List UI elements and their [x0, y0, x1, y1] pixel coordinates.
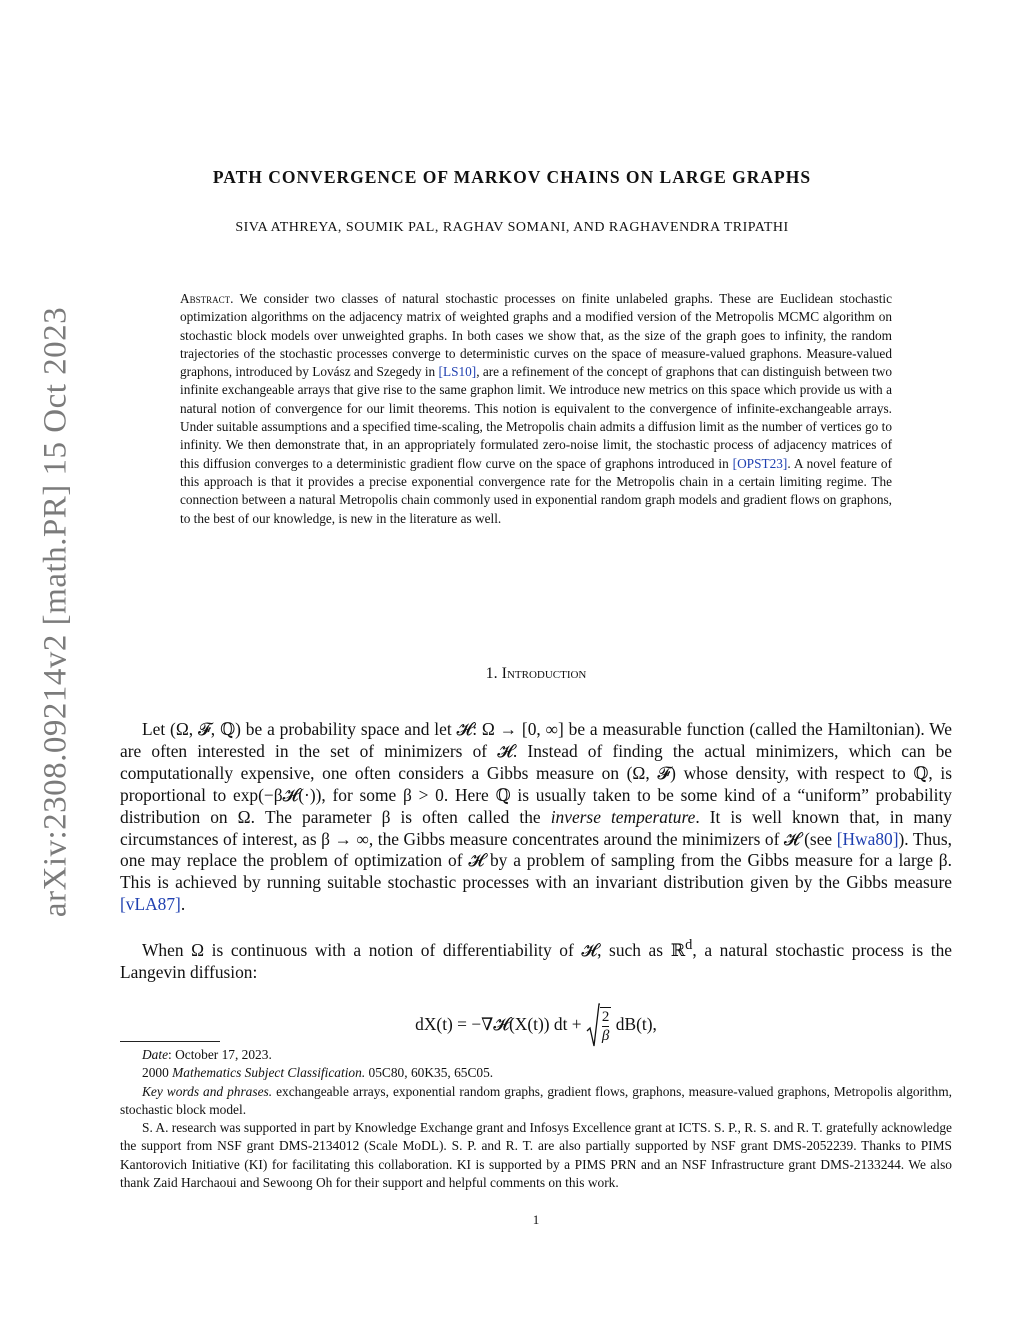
date-value: : October 17, 2023. — [168, 1047, 272, 1062]
footnote-msc — [120, 1064, 952, 1082]
equation-rhs: dB(t), — [615, 1014, 657, 1034]
msc-label: Mathematics Subject Classification. — [172, 1065, 366, 1081]
intro-p2-text-b: , a natural stochastic process is the Langevin diffusion: — [120, 939, 952, 982]
date-label: Date — [142, 1047, 169, 1062]
author-list: SIVA ATHREYA, SOUMIK PAL, RAGHAV SOMANI, AND RAGHAVENDRA TRIPATHI — [235, 220, 789, 235]
intro-paragraph-1 — [120, 719, 952, 916]
abstract-text-part-1: We consider two classes of natural stochastic processes on finite unlabeled graphs. These are Euclidean stochastic optimization algorithms on the adjacency matrix of weighted graphs and a modified version of the Metropolis MCMC algorithm on stochastic block models over unweighted graphs. In both cases we show that, as the size of the graph goes to infinity, the random trajectories of the stochastic processes converge to deterministic curves on the space of measure-valued graphons. Measure-valued graphons, introduced by Lovász and Szegedy in — [180, 291, 892, 380]
footnote-divider — [120, 1041, 220, 1042]
equation-lhs: dX(t) = −∇𝓗(X(t)) dt + — [415, 1014, 582, 1034]
section-number: 1. — [485, 665, 498, 682]
keywords-label: Key words and phrases. — [142, 1083, 273, 1099]
equation-sqrt — [586, 1003, 612, 1049]
intro-p2-superscript: d — [685, 937, 693, 953]
arxiv-identifier-stamp: arXiv:2308.09214v2 [math.PR] 15 Oct 2023 — [37, 306, 74, 918]
equation-fraction — [600, 1007, 612, 1045]
citation-link-ls10[interactable]: [LS10] — [438, 364, 477, 380]
section-heading-introduction — [0, 665, 1024, 683]
footnote-keywords — [120, 1083, 952, 1120]
intro-p1-text-b: . It is well known that, in many circumstances of interest, as β → ∞, the Gibbs measure concentrates around the minimizers of 𝓗 (see — [120, 806, 952, 849]
citation-link-vla87[interactable]: [vLA87] — [120, 894, 181, 915]
intro-p1-emphasis: inverse temperature — [550, 806, 696, 827]
fraction-denominator: β — [601, 1028, 610, 1044]
footnote-funding: S. A. research was supported in part by Knowledge Exchange grant and Infosys Excellence grant at ICTS. S. P., R. S. and R. T. gratefully acknowledge the support from NSF grant DMS-2134012 (Scale MoDL). S. P. and R. T. are also partially supported by NSF grant DMS-2052239. Thanks to PIMS Kantorovich Initiative (KI) for facilitating this collaboration. KI is supported by a PIMS PRN and an NSF Infrastructure grant DMS-2133244. We also thank Zaid Harchaoui and Sewoong Oh for their support and helpful comments on this work. — [120, 1120, 952, 1191]
abstract-label: Abstract. — [180, 291, 234, 306]
section-title: Introduction — [501, 665, 587, 682]
intro-p1-text-c: ). Thus, one may replace the problem of optimization of 𝓗 by a problem of sampling from the Gibbs measure for a large β. This is achieved by running suitable stochastic processes with an invariant distribution given by the Gibbs measure — [120, 828, 952, 893]
msc-value: 05C80, 60K35, 65C05. — [368, 1065, 494, 1081]
intro-p1-text-a: Let (Ω, 𝓕, ℚ) be a probability space and let 𝓗: Ω → [0, ∞] be a measurable function (called the Hamiltonian). We are often interested in the set of minimizers of 𝓗. Instead of finding the actual minimizers, which can be computationally expensive, one often considers a Gibbs measure on (Ω, 𝓕) whose density, with respect to ℚ, is proportional to exp(−β𝓗(·)), for some β > 0. Here ℚ is usually taken to be some kind of a “uniform” probability distribution on Ω. The parameter β is often called the — [120, 719, 952, 827]
intro-p1-text-d: . — [180, 894, 186, 915]
intro-paragraph-2 — [120, 935, 952, 984]
citation-link-opst23[interactable]: [OPST23] — [732, 455, 788, 471]
abstract-text-part-3: . A novel feature of this approach is that it provides a precise exponential convergence rate for the Metropolis chain in a certain limiting regime. The connection between a natural Metropolis chain commonly used in exponential random graph models and gradient flows on graphons, to the best of our knowledge, is new in the literature as well. — [180, 455, 892, 526]
intro-p2-text-a: When Ω is continuous with a notion of differentiability of 𝓗, such as ℝ — [142, 939, 686, 960]
fraction-numerator: 2 — [601, 1009, 610, 1025]
msc-year: 2000 — [142, 1065, 169, 1081]
page-number: 1 — [532, 1212, 540, 1227]
abstract — [180, 290, 892, 528]
citation-link-hwa80[interactable]: [Hwa80] — [836, 828, 899, 849]
keywords-value: exchangeable arrays, exponential random graphs, gradient flows, graphons, measure-valued graphons, Metropolis algorithm, stochastic block model. — [120, 1083, 952, 1117]
footnote-date — [120, 1046, 952, 1064]
langevin-equation — [0, 1003, 1024, 1049]
footnotes — [120, 1046, 952, 1192]
abstract-text-part-2: , are a refinement of the concept of graphons that can distinguish between two infinite exchangeable arrays that give rise to the same graphon limit. We introduce new metrics on this space which provide us with a natural notion of convergence for our limit theorems. This notion is equivalent to the convergence of infinite-exchangeable arrays. Under suitable assumptions and a specified time-scaling, the Metropolis chain admits a diffusion limit as the number of vertices go to infinity. We then demonstrate that, in an appropriately formulated zero-noise limit, the stochastic process of adjacency matrices of this diffusion converges to a deterministic gradient flow curve on the space of graphons introduced in — [180, 364, 892, 471]
paper-title: PATH CONVERGENCE OF MARKOV CHAINS ON LARGE GRAPHS — [212, 167, 812, 187]
sqrt-sign-icon — [586, 1003, 600, 1049]
